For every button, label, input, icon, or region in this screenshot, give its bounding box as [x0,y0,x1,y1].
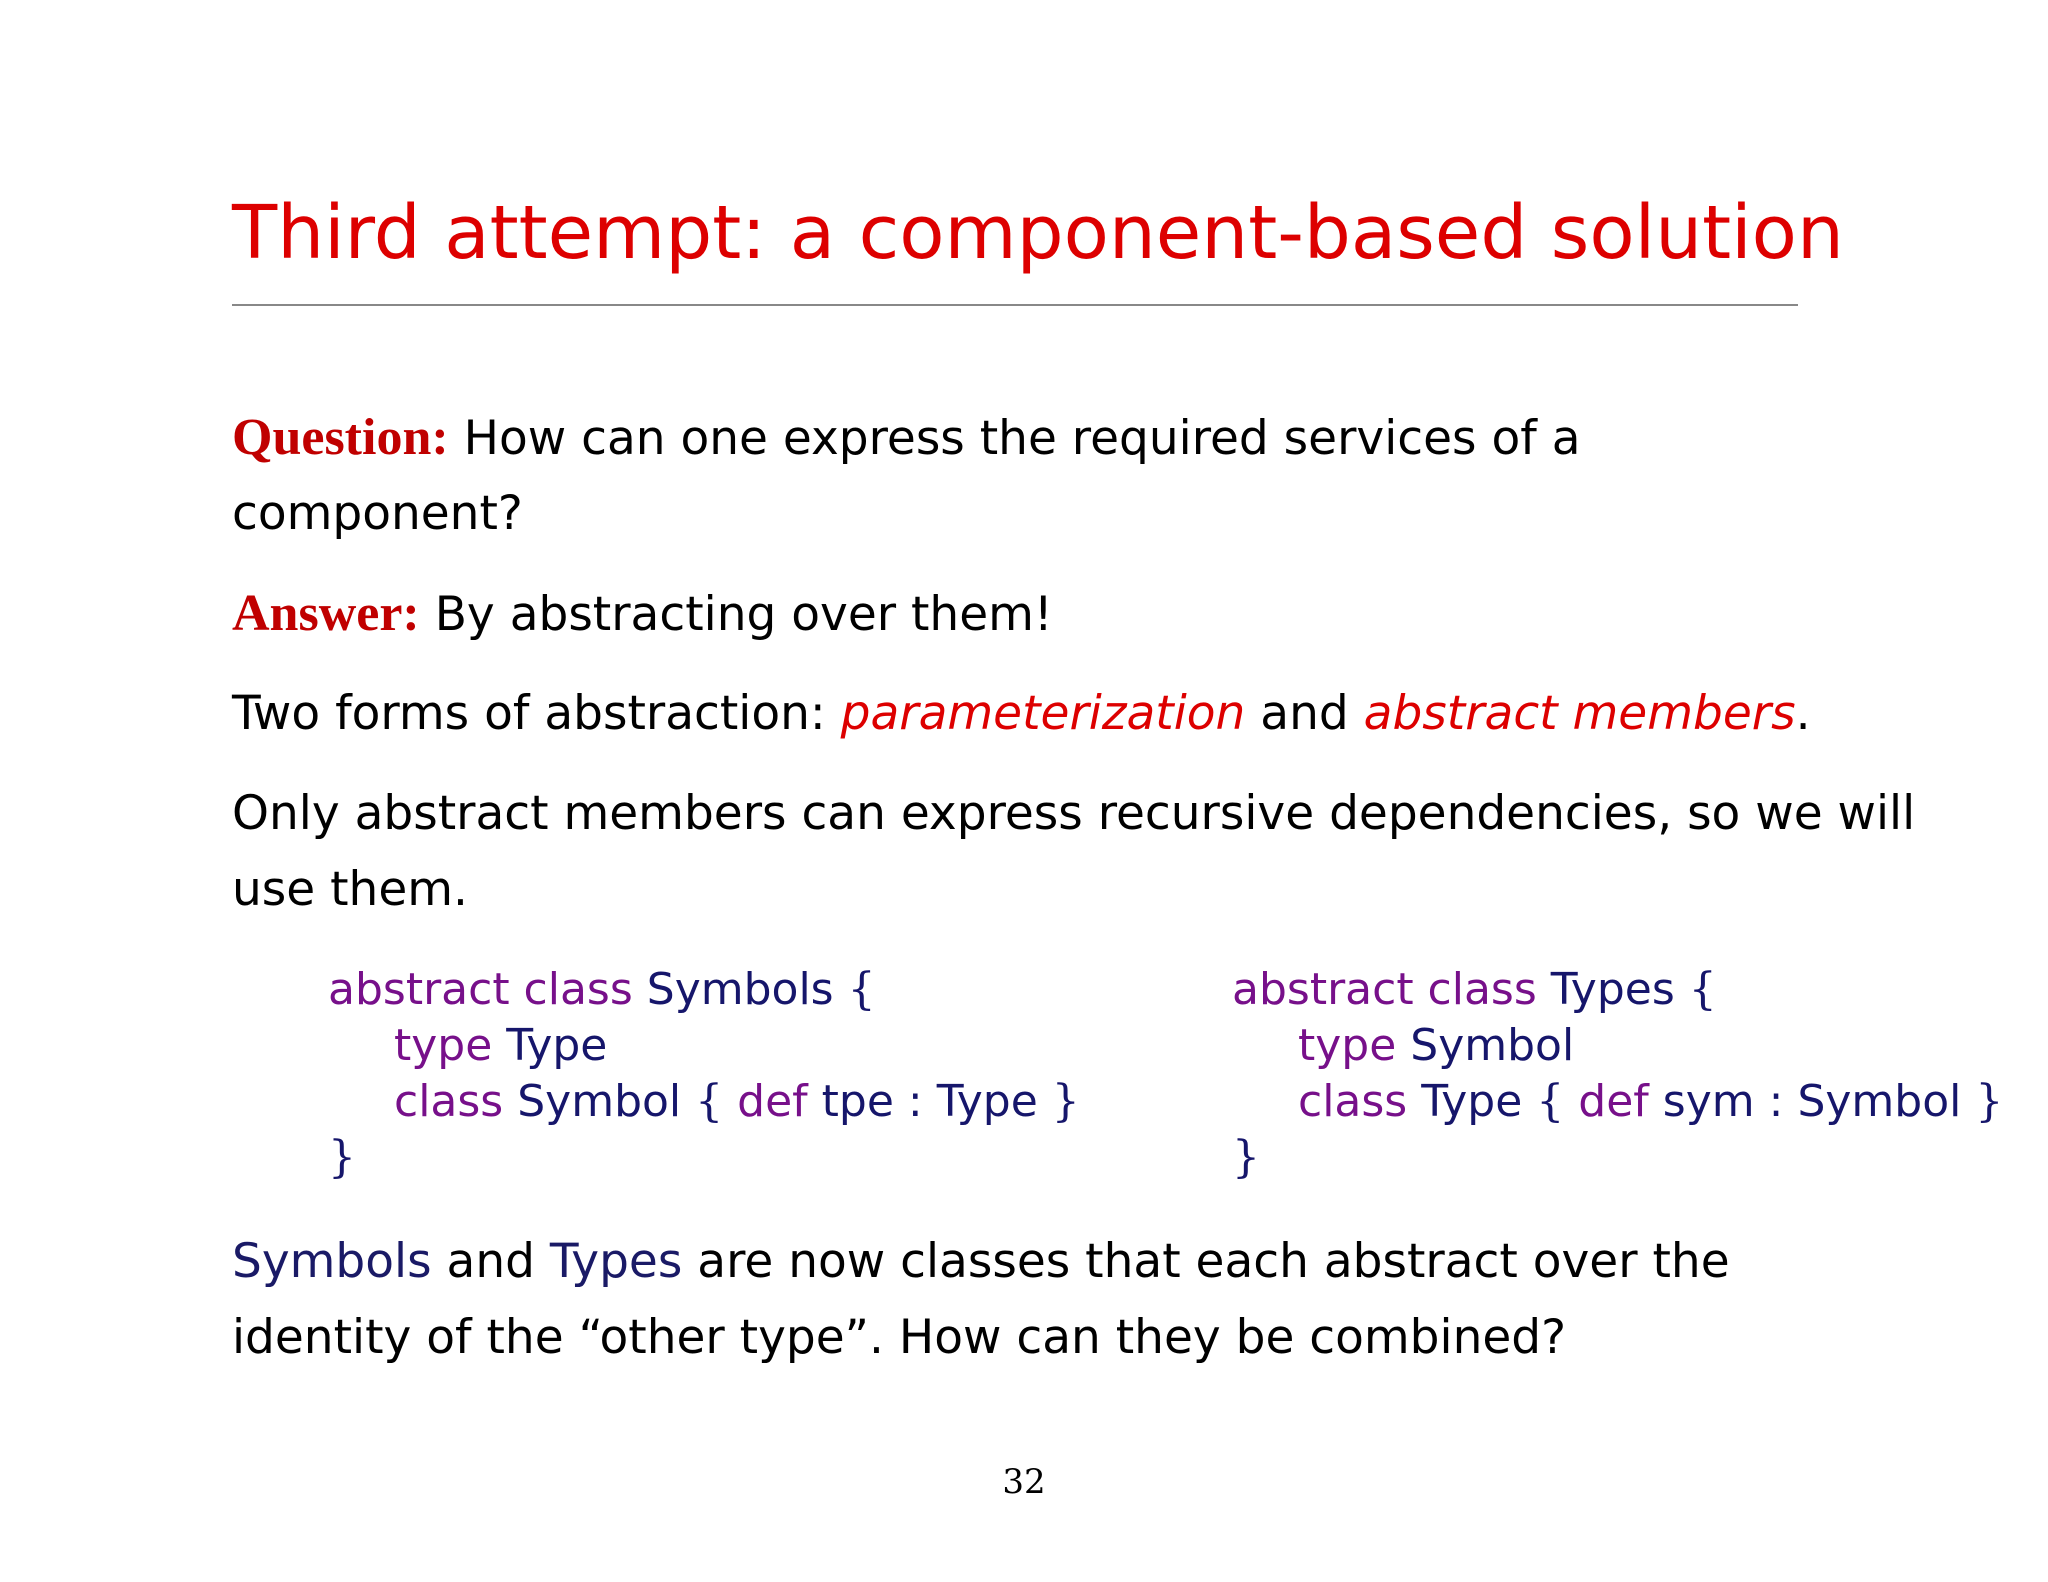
code-line [328,962,1080,1018]
code-brace: } [1051,1076,1080,1127]
closing-paragraph-line1 [232,1224,1730,1300]
code-brace: } [1232,1132,1260,1183]
question-label: Question: [232,409,449,466]
code-brace: } [328,1132,356,1183]
question-paragraph-continued [232,476,523,552]
code-line [328,1018,1080,1074]
code-keyword: type [1298,1020,1397,1071]
code-brace: { [1536,1076,1565,1127]
answer-label: Answer: [232,585,420,642]
title-divider [232,304,1798,306]
closing-identifier-types: Types [549,1234,683,1289]
forms-suffix: . [1795,686,1811,741]
slide-title: Third attempt: a component-based solution [232,190,1844,276]
code-line [1232,1018,2003,1074]
closing-identifier-symbols: Symbols [232,1234,432,1289]
code-keyword: abstract class [1232,964,1537,1015]
code-brace: { [1688,964,1717,1015]
code-brace: } [1975,1076,2004,1127]
code-member: tpe : [821,1076,923,1127]
code-identifier: Type [936,1076,1038,1127]
code-identifier: Symbol [1410,1020,1575,1071]
code-keyword: class [394,1076,504,1127]
code-keyword: type [394,1020,493,1071]
forms-emph-parameterization: parameterization [840,686,1246,741]
code-identifier: Type [506,1020,608,1071]
code-member: sym : [1662,1076,1784,1127]
only-paragraph-line2: use them. [232,862,468,917]
code-line [1232,1130,2003,1186]
forms-prefix: Two forms of abstraction: [232,686,841,741]
code-keyword: def [737,1076,808,1127]
code-line [328,1130,1080,1186]
forms-emph-abstract-members: abstract members [1363,686,1796,741]
code-brace: { [847,964,876,1015]
forms-mid: and [1245,686,1364,741]
code-block-symbols [328,962,1080,1186]
code-keyword: class [1298,1076,1408,1127]
code-keyword: abstract class [328,964,633,1015]
closing-paragraph-line2: identity of the “other type”. How can they be combined? [232,1310,1567,1365]
forms-paragraph [232,676,1811,752]
code-identifier: Symbols [646,964,834,1015]
question-text: How can one express the required services of a [448,411,1581,466]
code-line [1232,962,2003,1018]
code-line [1232,1074,2003,1130]
closing-and: and [431,1234,550,1289]
code-identifier: Types [1550,964,1675,1015]
answer-paragraph [232,576,1053,653]
code-keyword: def [1578,1076,1649,1127]
code-identifier: Symbol [517,1076,682,1127]
question-text-cont: component? [232,486,523,541]
code-identifier: Type [1421,1076,1523,1127]
code-brace: { [695,1076,724,1127]
code-block-types [1232,962,2003,1186]
closing-rest: are now classes that each abstract over the [682,1234,1730,1289]
question-paragraph [232,400,1581,477]
code-line [328,1074,1080,1130]
page-number: 32 [1002,1462,1046,1502]
code-identifier: Symbol [1797,1076,1962,1127]
only-paragraph-line1: Only abstract members can express recursive dependencies, so we will [232,786,1916,841]
answer-text: By abstracting over them! [419,587,1053,642]
